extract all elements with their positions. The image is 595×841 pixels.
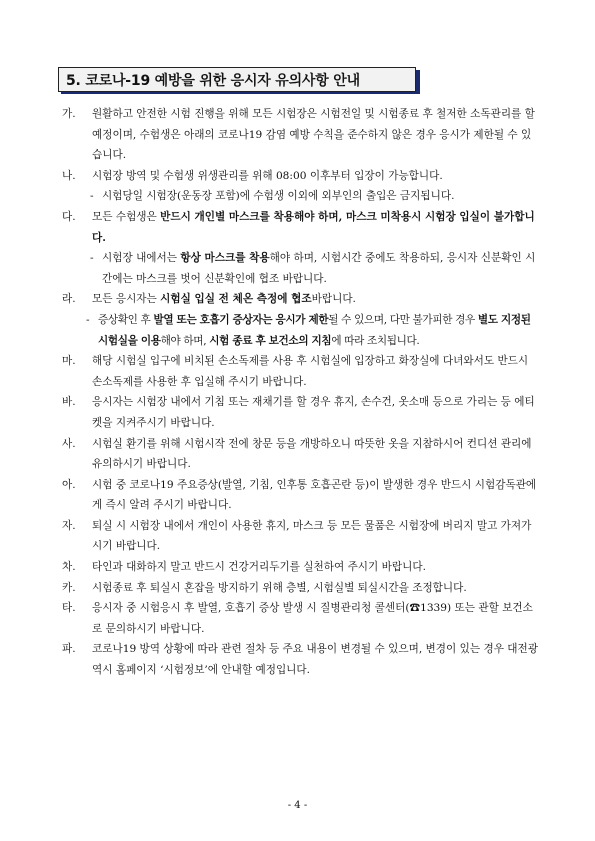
- emphasis-text: 반드시 개인별 마스크를 착용해야 하며, 마스크 미착용시 시험장 입실이 불가합니다.: [92, 210, 535, 244]
- notice-subitem: [62, 248, 540, 289]
- item-text: 시험당일 시험장(운동장 포함)에 수험생 이외에 외부인의 출입은 금지됩니다.: [102, 190, 455, 203]
- item-text: 퇴실 시 시험장 내에서 개인이 사용한 휴지, 마스크 등 모든 물품은 시험장에 버리지 말고 가져가시기 바랍니다.: [92, 519, 532, 553]
- emphasis-text: 시험 종료 후 보건소의 지침: [209, 334, 332, 347]
- notice-item: [62, 166, 540, 187]
- notice-item: [62, 392, 540, 433]
- dash-marker: -: [90, 190, 94, 203]
- item-marker: 바.: [62, 396, 76, 409]
- notice-item: [62, 351, 540, 392]
- notice-item: [62, 434, 540, 475]
- item-marker: 사.: [62, 437, 76, 450]
- notice-item: [62, 639, 540, 680]
- section-heading: [58, 67, 420, 93]
- page-number: - 4 -: [287, 800, 308, 811]
- item-text: 증상확인 후: [98, 313, 154, 326]
- item-text: 모든 응시자는: [92, 293, 161, 306]
- notice-item: [62, 516, 540, 557]
- item-marker: 아.: [62, 478, 76, 491]
- item-marker: 마.: [62, 355, 76, 368]
- item-text: 시험종료 후 퇴실시 혼잡을 방지하기 위해 층별, 시험실별 퇴실시간을 조정합니다.: [92, 581, 467, 594]
- item-text: 코로나19 방역 상황에 따라 관련 절차 등 주요 내용이 변경될 수 있으며, 변경이 있는 경우 대전광역시 홈페이지 ‘시험정보’에 안내할 예정입니다.: [92, 643, 538, 677]
- item-marker: 파.: [62, 643, 76, 656]
- notice-item: [62, 557, 540, 578]
- item-marker: 다.: [62, 210, 76, 223]
- notice-item: [62, 104, 540, 166]
- notice-item: [62, 289, 540, 310]
- item-text: 시험장 방역 및 수험생 위생관리를 위해 08:00 이후부터 입장이 가능합니다.: [92, 169, 443, 182]
- item-text: 에 따라 조치됩니다.: [331, 334, 420, 347]
- notice-item: [62, 207, 540, 248]
- item-text: 시험장 내에서는: [102, 252, 181, 265]
- item-text: 모든 수험생은: [92, 210, 161, 223]
- item-marker: 자.: [62, 519, 76, 532]
- item-marker: 라.: [62, 293, 76, 306]
- item-marker: 차.: [62, 561, 76, 574]
- item-marker: 타.: [62, 602, 76, 615]
- heading-shadow-right: [416, 70, 420, 93]
- item-text: 응시자 중 시험응시 후 발열, 호흡기 증상 발생 시 질병관리청 콜센터(☎1339) 또는 관할 보건소로 문의하시기 바랍니다.: [92, 602, 533, 635]
- item-text: 원활하고 안전한 시험 진행을 위해 모든 시험장은 시험전일 및 시험종료 후 철저한 소독관리를 할 예정이며, 수험생은 아래의 코로나19 감염 예방 수칙을 준수하지 않은 경우 응시가 제한될 수 있습니다.: [92, 108, 535, 162]
- item-text: 될 수 있으며, 다만 불가피한 경우: [328, 313, 478, 326]
- item-text: 시험 중 코로나19 주요증상(발열, 기침, 인후통 호흡곤란 등)이 발생한 경우 반드시 시험감독관에게 즉시 알려 주시기 바랍니다.: [92, 478, 537, 512]
- emphasis-text: 발열 또는 호흡기 증상자는 응시가 제한: [153, 313, 329, 326]
- item-text: 응시자는 시험장 내에서 기침 또는 재채기를 할 경우 휴지, 손수건, 옷소매 등으로 가리는 등 에티켓을 지켜주시기 바랍니다.: [92, 396, 535, 429]
- notice-item: [62, 578, 540, 599]
- notice-item: [62, 475, 540, 516]
- item-marker: 카.: [62, 581, 76, 594]
- emphasis-text: 별도 지정된 시험실을 이용: [98, 313, 531, 347]
- item-text: 바랍니다.: [311, 293, 356, 306]
- notice-item: [62, 598, 540, 639]
- item-text: 시험실 환기를 위해 시험시작 전에 창문 등을 개방하오니 따뜻한 옷을 지참하시어 컨디션 관리에 유의하시기 바랍니다.: [92, 437, 532, 471]
- heading-text: 5. 코로나-19 예방을 위한 응시자 유의사항 안내: [66, 73, 360, 89]
- item-text: 타인과 대화하지 말고 반드시 건강거리두기를 실천하여 주시기 바랍니다.: [92, 561, 426, 574]
- notice-subitem: [62, 186, 540, 207]
- notice-subitem: [62, 310, 540, 351]
- item-marker: 나.: [62, 169, 76, 182]
- emphasis-text: 항상 마스크를 착용: [180, 252, 270, 265]
- notice-list: [62, 104, 540, 681]
- item-text: 해야 하며, 시험시간 중에도 착용하되, 응시자 신분확인 시간에는 마스크를 벗어 신분확인에 협조 바랍니다.: [102, 252, 536, 285]
- dash-marker: -: [86, 313, 90, 326]
- emphasis-text: 시험실 입실 전 체온 측정에 협조: [160, 293, 312, 306]
- dash-marker: -: [90, 252, 94, 265]
- item-text: 해당 시험실 입구에 비치된 손소독제를 사용 후 시험실에 입장하고 화장실에 다녀와서도 반드시 손소독제를 사용한 후 입실해 주시기 바랍니다.: [92, 355, 529, 388]
- item-marker: 가.: [62, 108, 76, 120]
- item-text: 해야 하며,: [160, 334, 210, 347]
